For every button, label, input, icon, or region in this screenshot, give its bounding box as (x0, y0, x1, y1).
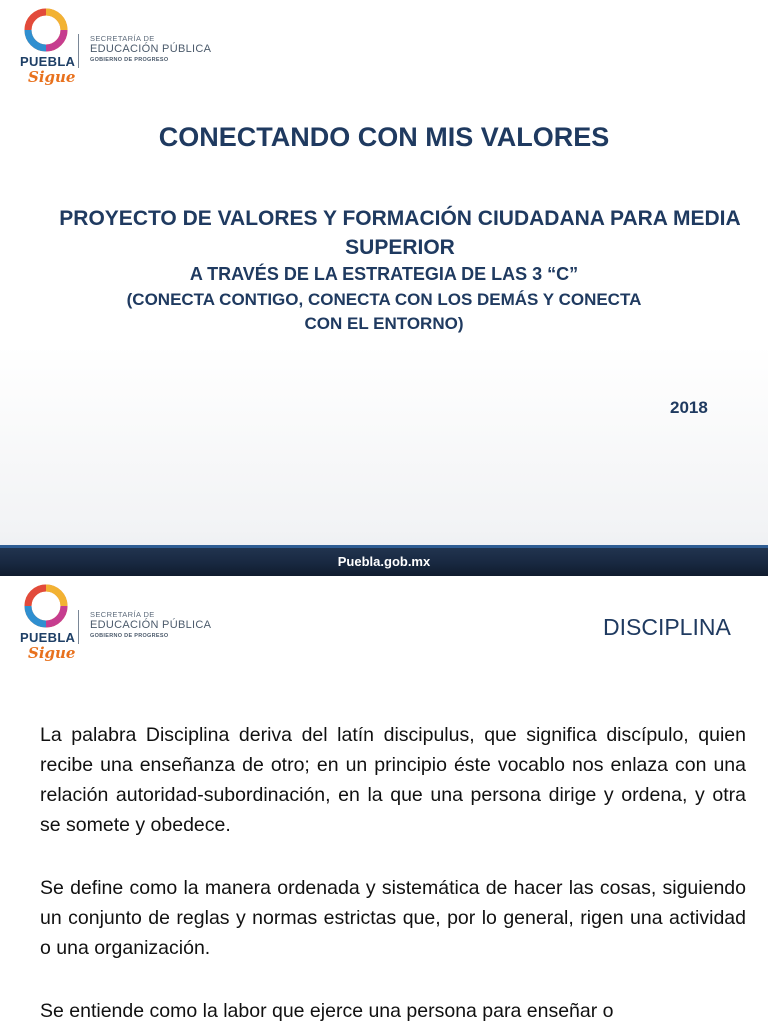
logo-gobierno: GOBIERNO DE PROGRESO (90, 633, 169, 639)
logo-wordmark: PUEBLA (20, 630, 76, 645)
sep-puebla-logo (10, 6, 220, 90)
paragraph-etymology: La palabra Disciplina deriva del latín discipulus, que significa discípulo, quien recibe una enseñanza de otro; en un principio éste vocablo nos enlaza con una relación autoridad-subordinación, en la que una persona dirige y ordena, y otra se somete y obedece. (40, 724, 746, 836)
logo-divider (78, 34, 79, 68)
logo-script: Sigue (28, 68, 76, 86)
paragraph-definition: Se define como la manera ordenada y sistemática de hacer las cosas, siguiendo un conjunto de reglas y normas estrictas que, por lo general, rigen una actividad o una organización. (40, 877, 746, 959)
logo-wordmark: PUEBLA (20, 54, 76, 69)
project-subtitle: PROYECTO DE VALORES Y FORMACIÓN CIUDADANA PARA MEDIA SUPERIOR (59, 207, 741, 259)
logo-script: Sigue (28, 644, 76, 662)
paragraph-labor: Se entiende como la labor que ejerce una persona para enseñar o (40, 1000, 614, 1022)
logo-divider (78, 610, 79, 644)
strategy-detail: (CONECTA CONTIGO, CONECTA CON LOS DEMÁS Y CONECTA CON EL ENTORNO) (126, 290, 642, 333)
content-slide (0, 576, 768, 1024)
puebla-ring-logo-icon (22, 582, 70, 630)
sep-puebla-logo (10, 582, 220, 666)
logo-gobierno: GOBIERNO DE PROGRESO (90, 57, 169, 63)
footer-url: Puebla.gob.mx (337, 554, 431, 569)
logo-secretaria: SECRETARÍA DE (90, 34, 155, 43)
slide-title: DISCIPLINA (603, 614, 731, 640)
puebla-ring-logo-icon (22, 6, 70, 54)
slide-title: CONECTANDO CON MIS VALORES (158, 122, 610, 152)
logo-educacion: EDUCACIÓN PÚBLICA (90, 43, 212, 55)
logo-educacion: EDUCACIÓN PÚBLICA (90, 619, 212, 631)
strategy-subtitle: A TRAVÉS DE LA ESTRATEGIA DE LAS 3 “C” (189, 264, 579, 284)
logo-secretaria: SECRETARÍA DE (90, 610, 155, 619)
footer-bar (0, 545, 768, 576)
year-label: 2018 (670, 398, 708, 417)
